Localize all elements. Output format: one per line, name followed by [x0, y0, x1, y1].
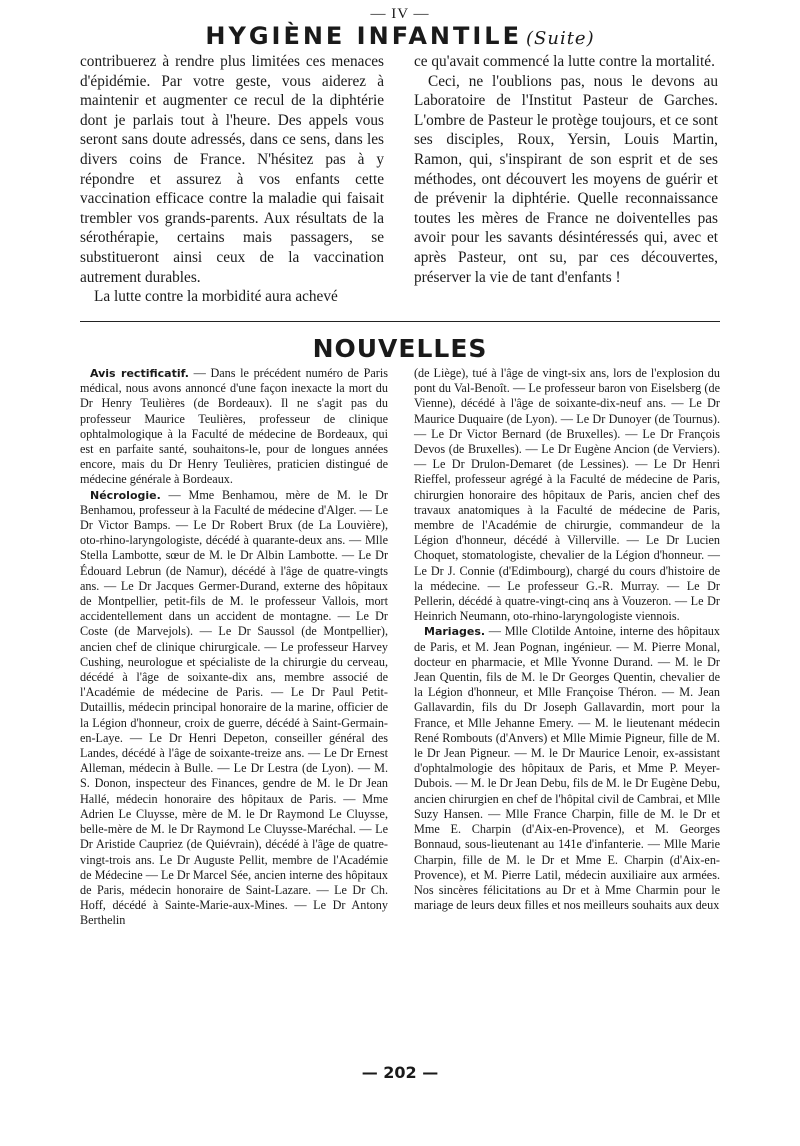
- section-header: [0, 22, 800, 50]
- mariages-label: Mariages.: [424, 625, 486, 639]
- avis-label: Avis rectificatif.: [90, 367, 189, 380]
- article-paragraph: contribuerez à rendre plus limitées ces menaces d'épidémie. Par votre geste, vous aiderez à maintenir et augmenter ce recul de la diphtérie dont je parlais tout à l'heure. Des appels vous seront sans doute adressés, dans ce sens, dans les divers coins de France. N'hésitez pas à y répondre et assurez à vos enfants cette vaccination efficace contre la maladie qui faisait trembler vos grands-parents. Aux résultats de la sérothérapie, certains mais passagers, se substitueront ainsi ceux de la vaccination autrement durables.: [80, 53, 384, 286]
- news-title: NOUVELLES: [312, 334, 488, 363]
- page-number: — 202 —: [361, 1063, 439, 1082]
- section-divider: [80, 321, 720, 322]
- article-paragraph: Ceci, ne l'oublions pas, nous le devons au Laboratoire de l'Institut Pasteur de Garches. L'ombre de Pasteur le protège toujours, et ce sont ses disciples, Roux, Yersin, Louis Martin, Ramon, qui, s'inspirant de son esprit et de ses méthodes, ont découvert les moyens de guérir et de prévenir la diphtérie. Quelle reconnaissance toutes les mères de France ne doiventelles pas avoir pour les savants désintéressés qui, avec et après Pasteur, ont su, par ces découvertes, préserver la vie de tant d'enfants !: [414, 72, 718, 286]
- avis-text: — Dans le précédent numéro de Paris médical, nous avons annoncé d'une façon inexacte la mort du Dr Henry Teulières (de Bordeaux). Il ne s'agit pas du professeur Maurice Teulières, professeur de clinique ophtalmologique à la Faculté de médecine de Bordeaux, qui est en parfaite santé, souhaitons-le, pour de longues années encore, mais du Dr Henry Teulières, praticien distingué de médecine générale à Bordeaux.: [80, 366, 388, 487]
- page-folio: — IV —: [370, 6, 430, 22]
- section-title: HYGIÈNE INFANTILE: [205, 22, 522, 50]
- news-item-avis: [80, 366, 388, 488]
- article-paragraph: La lutte contre la morbidité aura achevé: [94, 288, 338, 306]
- necrologie-continued: (de Liège), tué à l'âge de vingt-six ans, lors de l'explosion du pont du Val-Benoît. — Le professeur baron von Eiselsberg (de Vienne), décédé à l'âge de soixante-dix-neuf ans. — Le Dr Maurice Duquaire (de Lyon). — Le Dr Dunoyer (de Tournus). — Le Dr Victor Bernard (de Bruxelles). — Le Dr François Devos (de Bruxelles). — Le Dr Eugène Ancion (de Verviers). — Le Dr Drulon-Demaret (de Lessines). — Le Dr Henri Rieffel, professeur agrégé à la Faculté de médecine de Paris, chirurgien honoraire des hôpitaux de Paris, ancien chef des travaux anatomiques à la Faculté de médecine de Paris, membre de l'Académie de chirurgie, commandeur de la Légion d'honneur, décédé à Villerville. — Le Dr Lucien Choquet, stomatologiste, chevalier de la Légion d'honneur. — Le Dr J. Connie (d'Edimbourg), chargé du cours d'histoire de la médecine. — Le professeur G.-R. Murray. — Le Dr Pellerin, décédé à quatre-vingt-cinq ans à Vouzeron. — Le Dr Heinrich Neumann, oto-rhino-laryngologiste viennois.: [414, 366, 720, 624]
- necrologie-text: — Mme Benhamou, mère de M. le Dr Benhamou, professeur à la Faculté de médecine d'Alger. — Le Dr Victor Bamps. — Le Dr Robert Brux (de La Louvière), oto-rhino-laryngologiste, décédé à quarante-deux ans. — Mlle Stella Lambotte, sœur de M. le Dr Albin Lambotte. — Le Dr Édouard Lebrun (de Namur), décédé à l'âge de quatre-vingts ans. — Le Dr Jacques Germer-Durand, externe des hôpitaux de Montpellier, petit-fils de M. le professeur Vallois, mort accidentellement dans un accident de montagne. — Le Dr Coste (de Marvejols). — Le Dr Saussol (de Montpellier), ancien chef de clinique chirurgicale. — Le professeur Harvey Cushing, neurologue et spécialiste de la chirurgie du cerveau, décédé à l'âge de soixante-dix ans, membre associé de l'Académie de médecine de Paris. — Le Dr Paul Petit-Dutaillis, médecin principal honoraire de la marine, officier de la Légion d'honneur, croix de guerre, décédé à Saint-Germain-en-Laye. — Le Dr Henri Depeton, conseiller général des Landes, décédé à l'âge de soixante-treize ans. — Le Dr Ernest Alleman, médecin à Bulle. — Le Dr Lestra (de Lyon). — M. S. Donon, inspecteur des Finances, gendre de M. le Dr Jean Hallé, médecin honoraire des hôpitaux de Paris. — Mme Adrien Le Cluysse, mère de M. le Dr Raymond Le Cluysse, belle-mère de M. le Dr Raymond Le Cluysse-Maréchal. — Le Dr Aristide Caupriez (de Quiévrain), décédé à l'âge de quatre-vingt-trois ans. Le Dr Auguste Pellit, membre de l'Académie de Médecine — Le Dr Marcel Sée, ancien interne des hôpitaux de Paris, médecin honoraire de Saint-Lazare. — Le Dr Ch. Hoff, décédé à Sainte-Marie-aux-Mines. — Le Dr Antony Berthelin: [80, 487, 388, 928]
- necrologie-label: Nécrologie.: [90, 488, 161, 502]
- article-column-right: [414, 52, 718, 287]
- news-column-right: [414, 366, 720, 913]
- article-paragraph: ce qu'avait commencé la lutte contre la mortalité.: [414, 53, 715, 70]
- news-item-necrologie: [80, 488, 388, 929]
- article-column-left: [80, 52, 384, 307]
- news-item-mariages: [414, 624, 720, 913]
- mariages-text: — Mlle Clotilde Antoine, interne des hôpitaux de Paris, et M. Jean Pognan, ingénieur. — M. Pierre Monal, docteur en pharmacie, et Mlle Yvonne Durand. — M. le Dr Jean Quentin, fils de M. le Dr Georges Quentin, chevalier de la Légion d'honneur, et Mlle Françoise Théron. — M. Jean Gallavardin, fils du Dr Joseph Gallavardin, mort pour la France, et Mlle Jehanne Emery. — M. le lieutenant médecin René Rombouts (d'Anvers) et Mlle Mimie Pigneur, fille de M. le Dr Jean Pigneur. — M. le Dr Maurice Lenoir, ex-assistant d'ophtalmologie des hôpitaux de Paris, et Mme P. Meyer-Dubois. — M. le Dr Jean Debu, fils de M. le Dr Eugène Debu, ancien chirurgien en chef de l'hôpital civil de Cambrai, et Mlle Suzy Hansen. — Mlle France Charpin, fille de M. le Dr et Mme E. Charpin (d'Aix-en-Provence), et M. Georges Bonnaud, sous-lieutenant au 141e d'infanterie. — Mlle Marie Charpin, fille de M. le Dr et Mme E. Charpin (d'Aix-en-Provence), et M. Pierre Latil, médecin auxiliaire aux armées. Nos sincères félicitations au Dr et à Mme Charmin pour le mariage de leurs deux filles et nos meilleurs souhaits aux deux: [414, 624, 720, 913]
- news-column-left: [80, 366, 388, 929]
- section-suite-label: (Suite): [526, 28, 595, 49]
